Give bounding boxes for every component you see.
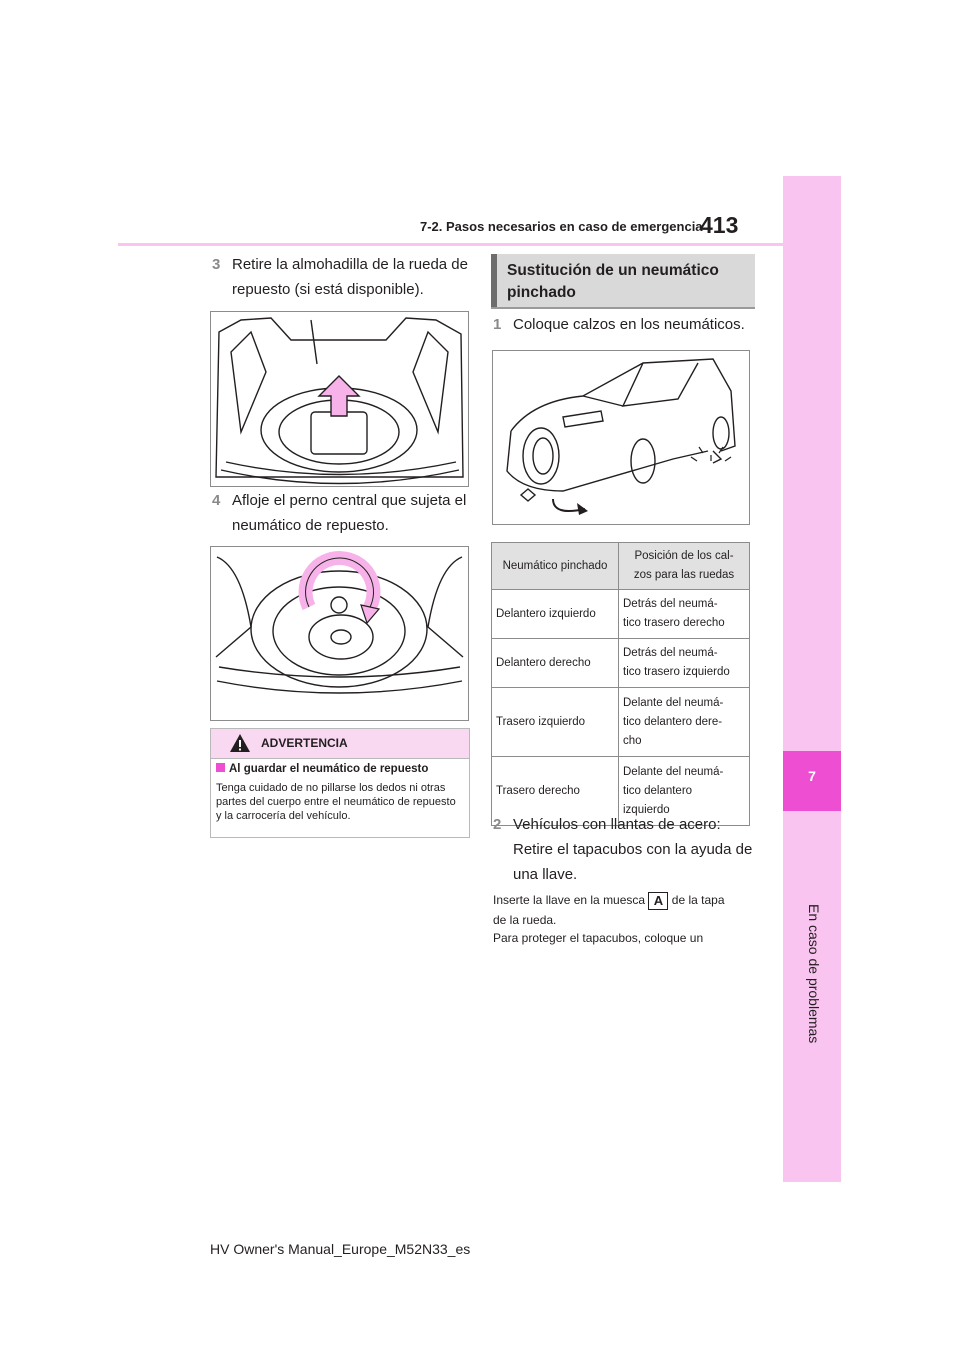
section-title: 7-2. Pasos necesarios en caso de emergencia — [420, 219, 703, 234]
note-text: Para proteger el tapacubos, coloque un — [493, 931, 704, 945]
note-text: de la rueda. — [493, 913, 557, 927]
step-text-line: Retire el tapacubos con la ayuda de — [513, 841, 753, 858]
wheel-chock-table — [491, 542, 750, 826]
cell-line: tico delantero dere- — [623, 715, 723, 728]
warning-title: ADVERTENCIA — [261, 736, 348, 750]
warning-header — [211, 729, 469, 759]
chapter-number: 7 — [808, 768, 816, 784]
cell-line: Detrás del neumá- — [623, 647, 718, 659]
step-3 — [212, 252, 472, 302]
header-line: zos para las ruedas — [633, 569, 735, 581]
table-row — [492, 639, 750, 688]
cell-line: Delante del neumá- — [623, 765, 724, 778]
step-text-line: Vehículos con llantas de acero: — [513, 816, 721, 833]
note-text: Inserte la llave en la muesca — [493, 893, 646, 907]
table-header-cell — [619, 543, 750, 590]
step-text-line: una llave. — [513, 866, 578, 883]
cell-line: Delante del neumá- — [623, 696, 724, 709]
warning-box — [210, 728, 470, 838]
step-number: 1 — [493, 316, 502, 333]
table-header-row — [492, 543, 750, 590]
chapter-label: En caso de problemas — [806, 904, 822, 1044]
page-number: 413 — [700, 212, 739, 238]
step-text-line: Retire la almohadilla de la rueda de — [232, 256, 468, 273]
table-cell-tire: Delantero izquierdo — [492, 590, 619, 639]
cell-line: tico trasero izquierdo — [623, 666, 730, 678]
note-paragraph — [493, 890, 763, 946]
table-cell-tire: Trasero izquierdo — [492, 688, 619, 757]
step-text-line: repuesto (si está disponible). — [232, 281, 424, 298]
table-cell-position — [619, 688, 750, 757]
section-heading: Sustitución de un neumático pinchado — [507, 262, 719, 301]
bullet-square-icon — [216, 763, 225, 772]
step-4 — [212, 488, 472, 538]
note-text: de la tapa — [671, 893, 725, 907]
footer-text: HV Owner's Manual_Europe_M52N33_es — [210, 1241, 471, 1257]
step-1 — [493, 312, 763, 337]
table-header-cell: Neumático pinchado — [492, 543, 619, 590]
table-cell-position — [619, 639, 750, 688]
warning-text: Tenga cuidado de no pillarse los dedos ni otras partes del cuerpo entre el neumático de repuesto y la carrocería del vehículo. — [216, 782, 456, 822]
step-text-line: neumático de repuesto. — [232, 517, 389, 534]
step-text: Coloque calzos en los neumáticos. — [513, 316, 745, 333]
table-cell-tire: Delantero derecho — [492, 639, 619, 688]
cell-line: tico trasero derecho — [623, 617, 725, 629]
step-number: 3 — [212, 256, 221, 273]
warning-subtitle — [216, 763, 428, 775]
section-heading-rule — [491, 307, 755, 309]
step-number: 4 — [212, 492, 221, 509]
step-2 — [493, 812, 763, 887]
wheel-chocks-illustration — [492, 350, 750, 525]
warning-triangle-icon — [229, 733, 251, 753]
section-heading-box — [491, 254, 755, 308]
table-row — [492, 590, 750, 639]
step-text-line: Afloje el perno central que sujeta el — [232, 492, 467, 509]
cell-line: Detrás del neumá- — [623, 598, 718, 610]
table-cell-position — [619, 590, 750, 639]
cell-line: cho — [623, 734, 642, 747]
center-bolt-illustration — [210, 546, 469, 721]
cell-line: izquierdo — [623, 803, 670, 816]
header-rule — [118, 243, 783, 246]
table-row — [492, 688, 750, 757]
cell-line: tico delantero — [623, 784, 693, 797]
callout-letter-box: A — [648, 892, 668, 910]
step-number: 2 — [493, 816, 502, 833]
header-line: Posición de los cal- — [634, 550, 734, 562]
table-cell-tire: Trasero derecho — [492, 757, 619, 826]
trunk-pad-illustration — [210, 311, 469, 487]
warning-subtitle-text: Al guardar el neumático de repuesto — [229, 763, 429, 775]
